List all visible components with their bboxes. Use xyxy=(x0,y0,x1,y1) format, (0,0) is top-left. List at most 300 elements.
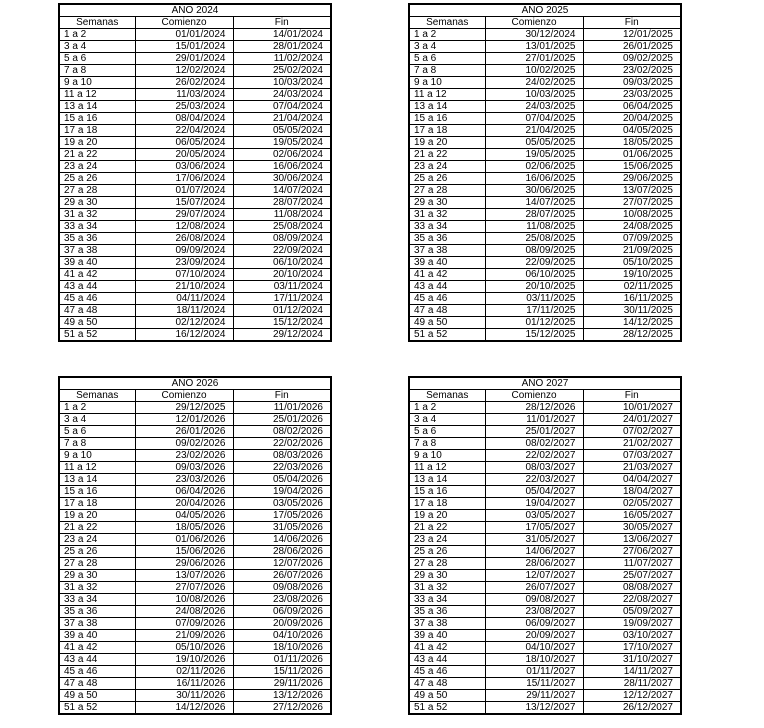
year-header-row xyxy=(59,4,331,17)
week-range-cell: 51 a 52 xyxy=(409,702,485,715)
start-date-cell: 21/09/2026 xyxy=(135,630,233,642)
end-date-cell: 04/10/2026 xyxy=(233,630,331,642)
week-range-cell: 3 a 4 xyxy=(409,414,485,426)
table-row xyxy=(59,137,331,149)
table-row xyxy=(409,113,681,125)
week-range-cell: 29 a 30 xyxy=(59,570,135,582)
week-range-cell: 35 a 36 xyxy=(409,233,485,245)
week-range-cell: 51 a 52 xyxy=(59,702,135,715)
table-row xyxy=(59,305,331,317)
year-header-row xyxy=(409,377,681,390)
start-date-cell: 29/06/2026 xyxy=(135,558,233,570)
week-range-cell: 31 a 32 xyxy=(409,209,485,221)
week-range-cell: 23 a 24 xyxy=(59,534,135,546)
week-range-cell: 29 a 30 xyxy=(409,570,485,582)
week-range-cell: 23 a 24 xyxy=(59,161,135,173)
end-date-cell: 11/07/2027 xyxy=(583,558,681,570)
table-row xyxy=(59,510,331,522)
start-date-cell: 28/12/2026 xyxy=(485,402,583,414)
end-date-cell: 01/12/2024 xyxy=(233,305,331,317)
start-date-cell: 06/09/2027 xyxy=(485,618,583,630)
end-date-cell: 03/10/2027 xyxy=(583,630,681,642)
end-date-cell: 27/07/2025 xyxy=(583,197,681,209)
start-date-cell: 06/04/2026 xyxy=(135,486,233,498)
year-header-row xyxy=(409,4,681,17)
year-title: AÑO 2025 xyxy=(409,4,681,17)
end-date-cell: 02/05/2027 xyxy=(583,498,681,510)
table-row xyxy=(59,702,331,715)
start-date-cell: 13/01/2025 xyxy=(485,41,583,53)
end-date-cell: 11/01/2026 xyxy=(233,402,331,414)
week-range-cell: 33 a 34 xyxy=(59,221,135,233)
table-row xyxy=(409,414,681,426)
table-row xyxy=(59,426,331,438)
week-range-cell: 27 a 28 xyxy=(409,185,485,197)
table-row xyxy=(409,678,681,690)
start-date-cell: 12/07/2027 xyxy=(485,570,583,582)
table-row xyxy=(409,690,681,702)
start-date-cell: 26/08/2024 xyxy=(135,233,233,245)
table-row xyxy=(409,77,681,89)
end-date-cell: 24/03/2024 xyxy=(233,89,331,101)
start-date-cell: 11/08/2025 xyxy=(485,221,583,233)
table-row xyxy=(409,702,681,715)
table-row xyxy=(59,185,331,197)
start-date-cell: 20/05/2024 xyxy=(135,149,233,161)
end-date-cell: 23/03/2025 xyxy=(583,89,681,101)
end-date-cell: 31/10/2027 xyxy=(583,654,681,666)
week-range-cell: 45 a 46 xyxy=(409,666,485,678)
week-range-cell: 33 a 34 xyxy=(409,221,485,233)
week-range-cell: 23 a 24 xyxy=(409,161,485,173)
table-row xyxy=(409,462,681,474)
start-date-cell: 12/02/2024 xyxy=(135,65,233,77)
column-header-row xyxy=(409,390,681,402)
end-date-cell: 17/05/2026 xyxy=(233,510,331,522)
table-row xyxy=(59,558,331,570)
start-date-cell: 27/01/2025 xyxy=(485,53,583,65)
start-date-cell: 13/07/2026 xyxy=(135,570,233,582)
table-row xyxy=(409,281,681,293)
year-header-row xyxy=(59,377,331,390)
start-date-cell: 14/06/2027 xyxy=(485,546,583,558)
week-range-cell: 19 a 20 xyxy=(59,137,135,149)
table-row xyxy=(409,558,681,570)
week-range-cell: 41 a 42 xyxy=(409,269,485,281)
start-date-cell: 01/07/2024 xyxy=(135,185,233,197)
end-date-cell: 08/03/2026 xyxy=(233,450,331,462)
week-range-cell: 11 a 12 xyxy=(409,89,485,101)
end-date-cell: 12/12/2027 xyxy=(583,690,681,702)
end-date-cell: 25/02/2024 xyxy=(233,65,331,77)
start-date-cell: 18/11/2024 xyxy=(135,305,233,317)
week-range-cell: 47 a 48 xyxy=(409,678,485,690)
week-range-cell: 1 a 2 xyxy=(59,29,135,41)
start-date-cell: 16/06/2025 xyxy=(485,173,583,185)
week-range-cell: 11 a 12 xyxy=(409,462,485,474)
week-range-cell: 9 a 10 xyxy=(59,77,135,89)
table-row xyxy=(59,486,331,498)
week-range-cell: 9 a 10 xyxy=(409,77,485,89)
end-date-cell: 09/02/2025 xyxy=(583,53,681,65)
table-row xyxy=(409,89,681,101)
end-date-cell: 26/07/2026 xyxy=(233,570,331,582)
start-date-cell: 11/01/2027 xyxy=(485,414,583,426)
end-date-cell: 03/05/2026 xyxy=(233,498,331,510)
end-date-cell: 02/11/2025 xyxy=(583,281,681,293)
table-row xyxy=(409,630,681,642)
start-date-cell: 12/01/2026 xyxy=(135,414,233,426)
start-date-cell: 29/12/2025 xyxy=(135,402,233,414)
table-row xyxy=(409,618,681,630)
table-row xyxy=(59,173,331,185)
end-date-cell: 24/08/2025 xyxy=(583,221,681,233)
week-range-cell: 31 a 32 xyxy=(59,209,135,221)
table-row xyxy=(59,606,331,618)
start-date-cell: 26/01/2026 xyxy=(135,426,233,438)
table-row xyxy=(59,474,331,486)
end-date-cell: 04/05/2025 xyxy=(583,125,681,137)
table-row xyxy=(59,65,331,77)
week-range-cell: 17 a 18 xyxy=(409,125,485,137)
week-range-cell: 43 a 44 xyxy=(409,281,485,293)
start-date-cell: 06/10/2025 xyxy=(485,269,583,281)
start-date-cell: 04/11/2024 xyxy=(135,293,233,305)
week-range-cell: 25 a 26 xyxy=(409,546,485,558)
end-date-cell: 29/11/2026 xyxy=(233,678,331,690)
end-date-cell: 15/11/2026 xyxy=(233,666,331,678)
start-date-cell: 01/12/2025 xyxy=(485,317,583,329)
end-date-cell: 16/05/2027 xyxy=(583,510,681,522)
start-date-cell: 01/11/2027 xyxy=(485,666,583,678)
week-range-cell: 21 a 22 xyxy=(59,522,135,534)
table-row xyxy=(409,450,681,462)
start-date-cell: 26/02/2024 xyxy=(135,77,233,89)
end-date-cell: 22/02/2026 xyxy=(233,438,331,450)
start-date-cell: 20/09/2027 xyxy=(485,630,583,642)
start-date-cell: 14/07/2025 xyxy=(485,197,583,209)
end-date-cell: 14/11/2027 xyxy=(583,666,681,678)
biweekly-calendar-table-2026 xyxy=(58,376,332,715)
week-range-cell: 39 a 40 xyxy=(409,630,485,642)
start-date-cell: 22/04/2024 xyxy=(135,125,233,137)
table-row xyxy=(409,486,681,498)
end-date-cell: 28/07/2024 xyxy=(233,197,331,209)
column-header-semanas: Semanas xyxy=(409,390,485,402)
week-range-cell: 3 a 4 xyxy=(59,41,135,53)
year-title: AÑO 2024 xyxy=(59,4,331,17)
table-row xyxy=(59,149,331,161)
table-row xyxy=(59,77,331,89)
week-range-cell: 41 a 42 xyxy=(409,642,485,654)
week-range-cell: 35 a 36 xyxy=(409,606,485,618)
week-range-cell: 19 a 20 xyxy=(59,510,135,522)
week-range-cell: 45 a 46 xyxy=(409,293,485,305)
week-range-cell: 13 a 14 xyxy=(409,474,485,486)
table-row xyxy=(59,125,331,137)
week-range-cell: 21 a 22 xyxy=(409,522,485,534)
table-row xyxy=(59,329,331,342)
end-date-cell: 16/11/2025 xyxy=(583,293,681,305)
week-range-cell: 47 a 48 xyxy=(59,678,135,690)
end-date-cell: 22/03/2026 xyxy=(233,462,331,474)
end-date-cell: 17/10/2027 xyxy=(583,642,681,654)
start-date-cell: 19/04/2027 xyxy=(485,498,583,510)
end-date-cell: 29/12/2024 xyxy=(233,329,331,342)
start-date-cell: 21/04/2025 xyxy=(485,125,583,137)
column-header-row xyxy=(59,17,331,29)
week-range-cell: 37 a 38 xyxy=(409,245,485,257)
start-date-cell: 08/03/2027 xyxy=(485,462,583,474)
end-date-cell: 05/05/2024 xyxy=(233,125,331,137)
column-header-fin: Fin xyxy=(233,17,331,29)
week-range-cell: 3 a 4 xyxy=(59,414,135,426)
end-date-cell: 19/10/2025 xyxy=(583,269,681,281)
start-date-cell: 23/08/2027 xyxy=(485,606,583,618)
table-row xyxy=(409,161,681,173)
biweekly-calendar-table-2024 xyxy=(58,3,332,342)
week-range-cell: 39 a 40 xyxy=(59,630,135,642)
table-row xyxy=(59,642,331,654)
table-row xyxy=(409,534,681,546)
table-row xyxy=(409,197,681,209)
table-row xyxy=(409,257,681,269)
start-date-cell: 13/12/2027 xyxy=(485,702,583,715)
start-date-cell: 07/10/2024 xyxy=(135,269,233,281)
table-row xyxy=(59,522,331,534)
start-date-cell: 24/08/2026 xyxy=(135,606,233,618)
end-date-cell: 14/01/2024 xyxy=(233,29,331,41)
table-row xyxy=(59,101,331,113)
table-row xyxy=(59,534,331,546)
end-date-cell: 28/12/2025 xyxy=(583,329,681,342)
biweekly-calendar-table-2025 xyxy=(408,3,682,342)
table-row xyxy=(409,53,681,65)
start-date-cell: 04/05/2026 xyxy=(135,510,233,522)
start-date-cell: 27/07/2026 xyxy=(135,582,233,594)
table-row xyxy=(409,510,681,522)
week-range-cell: 25 a 26 xyxy=(59,546,135,558)
week-range-cell: 39 a 40 xyxy=(59,257,135,269)
start-date-cell: 01/01/2024 xyxy=(135,29,233,41)
end-date-cell: 30/11/2025 xyxy=(583,305,681,317)
column-header-comienzo: Comienzo xyxy=(135,390,233,402)
start-date-cell: 31/05/2027 xyxy=(485,534,583,546)
table-row xyxy=(59,245,331,257)
table-row xyxy=(59,546,331,558)
start-date-cell: 04/10/2027 xyxy=(485,642,583,654)
start-date-cell: 16/12/2024 xyxy=(135,329,233,342)
year-2024-table xyxy=(58,3,332,342)
start-date-cell: 07/04/2025 xyxy=(485,113,583,125)
end-date-cell: 19/05/2024 xyxy=(233,137,331,149)
week-range-cell: 49 a 50 xyxy=(59,690,135,702)
start-date-cell: 03/05/2027 xyxy=(485,510,583,522)
end-date-cell: 25/01/2026 xyxy=(233,414,331,426)
week-range-cell: 1 a 2 xyxy=(59,402,135,414)
start-date-cell: 12/08/2024 xyxy=(135,221,233,233)
column-header-semanas: Semanas xyxy=(409,17,485,29)
end-date-cell: 27/12/2026 xyxy=(233,702,331,715)
end-date-cell: 10/08/2025 xyxy=(583,209,681,221)
table-row xyxy=(409,305,681,317)
week-range-cell: 29 a 30 xyxy=(409,197,485,209)
start-date-cell: 10/08/2026 xyxy=(135,594,233,606)
start-date-cell: 03/06/2024 xyxy=(135,161,233,173)
week-range-cell: 45 a 46 xyxy=(59,293,135,305)
start-date-cell: 09/09/2024 xyxy=(135,245,233,257)
start-date-cell: 26/07/2027 xyxy=(485,582,583,594)
end-date-cell: 06/04/2025 xyxy=(583,101,681,113)
week-range-cell: 43 a 44 xyxy=(409,654,485,666)
week-range-cell: 51 a 52 xyxy=(59,329,135,342)
column-header-fin: Fin xyxy=(583,17,681,29)
year-2025-table xyxy=(408,3,682,342)
start-date-cell: 15/12/2025 xyxy=(485,329,583,342)
table-row xyxy=(59,29,331,41)
week-range-cell: 27 a 28 xyxy=(409,558,485,570)
week-range-cell: 25 a 26 xyxy=(59,173,135,185)
table-row xyxy=(409,546,681,558)
week-range-cell: 5 a 6 xyxy=(409,426,485,438)
start-date-cell: 14/12/2026 xyxy=(135,702,233,715)
end-date-cell: 13/06/2027 xyxy=(583,534,681,546)
end-date-cell: 14/12/2025 xyxy=(583,317,681,329)
week-range-cell: 15 a 16 xyxy=(59,113,135,125)
table-row xyxy=(59,209,331,221)
table-row xyxy=(59,221,331,233)
table-row xyxy=(409,582,681,594)
start-date-cell: 25/03/2024 xyxy=(135,101,233,113)
start-date-cell: 02/06/2025 xyxy=(485,161,583,173)
end-date-cell: 01/11/2026 xyxy=(233,654,331,666)
column-header-comienzo: Comienzo xyxy=(485,390,583,402)
start-date-cell: 11/03/2024 xyxy=(135,89,233,101)
table-row xyxy=(59,618,331,630)
start-date-cell: 19/05/2025 xyxy=(485,149,583,161)
week-range-cell: 49 a 50 xyxy=(59,317,135,329)
week-range-cell: 43 a 44 xyxy=(59,281,135,293)
end-date-cell: 12/01/2025 xyxy=(583,29,681,41)
week-range-cell: 41 a 42 xyxy=(59,269,135,281)
week-range-cell: 35 a 36 xyxy=(59,606,135,618)
week-range-cell: 7 a 8 xyxy=(409,65,485,77)
table-row xyxy=(59,317,331,329)
table-row xyxy=(409,594,681,606)
start-date-cell: 23/02/2026 xyxy=(135,450,233,462)
start-date-cell: 15/07/2024 xyxy=(135,197,233,209)
end-date-cell: 29/06/2025 xyxy=(583,173,681,185)
table-row xyxy=(409,317,681,329)
table-row xyxy=(409,402,681,414)
week-range-cell: 33 a 34 xyxy=(59,594,135,606)
table-row xyxy=(409,498,681,510)
week-range-cell: 17 a 18 xyxy=(409,498,485,510)
table-row xyxy=(59,402,331,414)
week-range-cell: 13 a 14 xyxy=(59,474,135,486)
start-date-cell: 01/06/2026 xyxy=(135,534,233,546)
start-date-cell: 23/09/2024 xyxy=(135,257,233,269)
start-date-cell: 25/01/2027 xyxy=(485,426,583,438)
end-date-cell: 05/04/2026 xyxy=(233,474,331,486)
end-date-cell: 20/10/2024 xyxy=(233,269,331,281)
start-date-cell: 07/09/2026 xyxy=(135,618,233,630)
week-range-cell: 29 a 30 xyxy=(59,197,135,209)
week-range-cell: 39 a 40 xyxy=(409,257,485,269)
week-range-cell: 17 a 18 xyxy=(59,498,135,510)
table-row xyxy=(409,221,681,233)
table-row xyxy=(409,101,681,113)
column-header-comienzo: Comienzo xyxy=(135,17,233,29)
table-row xyxy=(409,474,681,486)
start-date-cell: 09/02/2026 xyxy=(135,438,233,450)
start-date-cell: 28/07/2025 xyxy=(485,209,583,221)
end-date-cell: 12/07/2026 xyxy=(233,558,331,570)
table-row xyxy=(409,522,681,534)
week-range-cell: 35 a 36 xyxy=(59,233,135,245)
table-row xyxy=(409,269,681,281)
week-range-cell: 47 a 48 xyxy=(59,305,135,317)
end-date-cell: 28/01/2024 xyxy=(233,41,331,53)
column-header-fin: Fin xyxy=(233,390,331,402)
week-range-cell: 45 a 46 xyxy=(59,666,135,678)
year-2027-table xyxy=(408,376,682,715)
table-row xyxy=(59,438,331,450)
end-date-cell: 21/02/2027 xyxy=(583,438,681,450)
end-date-cell: 08/08/2027 xyxy=(583,582,681,594)
week-range-cell: 7 a 8 xyxy=(59,65,135,77)
week-range-cell: 27 a 28 xyxy=(59,558,135,570)
year-title: AÑO 2027 xyxy=(409,377,681,390)
week-range-cell: 21 a 22 xyxy=(59,149,135,161)
week-range-cell: 49 a 50 xyxy=(409,690,485,702)
table-row xyxy=(59,582,331,594)
week-range-cell: 17 a 18 xyxy=(59,125,135,137)
table-row xyxy=(409,642,681,654)
end-date-cell: 13/07/2025 xyxy=(583,185,681,197)
table-row xyxy=(409,29,681,41)
start-date-cell: 20/04/2026 xyxy=(135,498,233,510)
week-range-cell: 37 a 38 xyxy=(59,618,135,630)
end-date-cell: 30/05/2027 xyxy=(583,522,681,534)
start-date-cell: 17/06/2024 xyxy=(135,173,233,185)
start-date-cell: 08/09/2025 xyxy=(485,245,583,257)
start-date-cell: 29/11/2027 xyxy=(485,690,583,702)
start-date-cell: 29/01/2024 xyxy=(135,53,233,65)
start-date-cell: 10/02/2025 xyxy=(485,65,583,77)
week-range-cell: 7 a 8 xyxy=(59,438,135,450)
week-range-cell: 5 a 6 xyxy=(59,53,135,65)
start-date-cell: 29/07/2024 xyxy=(135,209,233,221)
week-range-cell: 43 a 44 xyxy=(59,654,135,666)
end-date-cell: 01/06/2025 xyxy=(583,149,681,161)
end-date-cell: 18/05/2025 xyxy=(583,137,681,149)
start-date-cell: 03/11/2025 xyxy=(485,293,583,305)
table-row xyxy=(59,450,331,462)
week-range-cell: 23 a 24 xyxy=(409,534,485,546)
table-row xyxy=(409,570,681,582)
week-range-cell: 49 a 50 xyxy=(409,317,485,329)
table-row xyxy=(409,137,681,149)
end-date-cell: 14/07/2024 xyxy=(233,185,331,197)
table-row xyxy=(409,149,681,161)
table-row xyxy=(409,233,681,245)
week-range-cell: 15 a 16 xyxy=(409,113,485,125)
start-date-cell: 22/02/2027 xyxy=(485,450,583,462)
start-date-cell: 30/06/2025 xyxy=(485,185,583,197)
table-row xyxy=(59,690,331,702)
start-date-cell: 28/06/2027 xyxy=(485,558,583,570)
